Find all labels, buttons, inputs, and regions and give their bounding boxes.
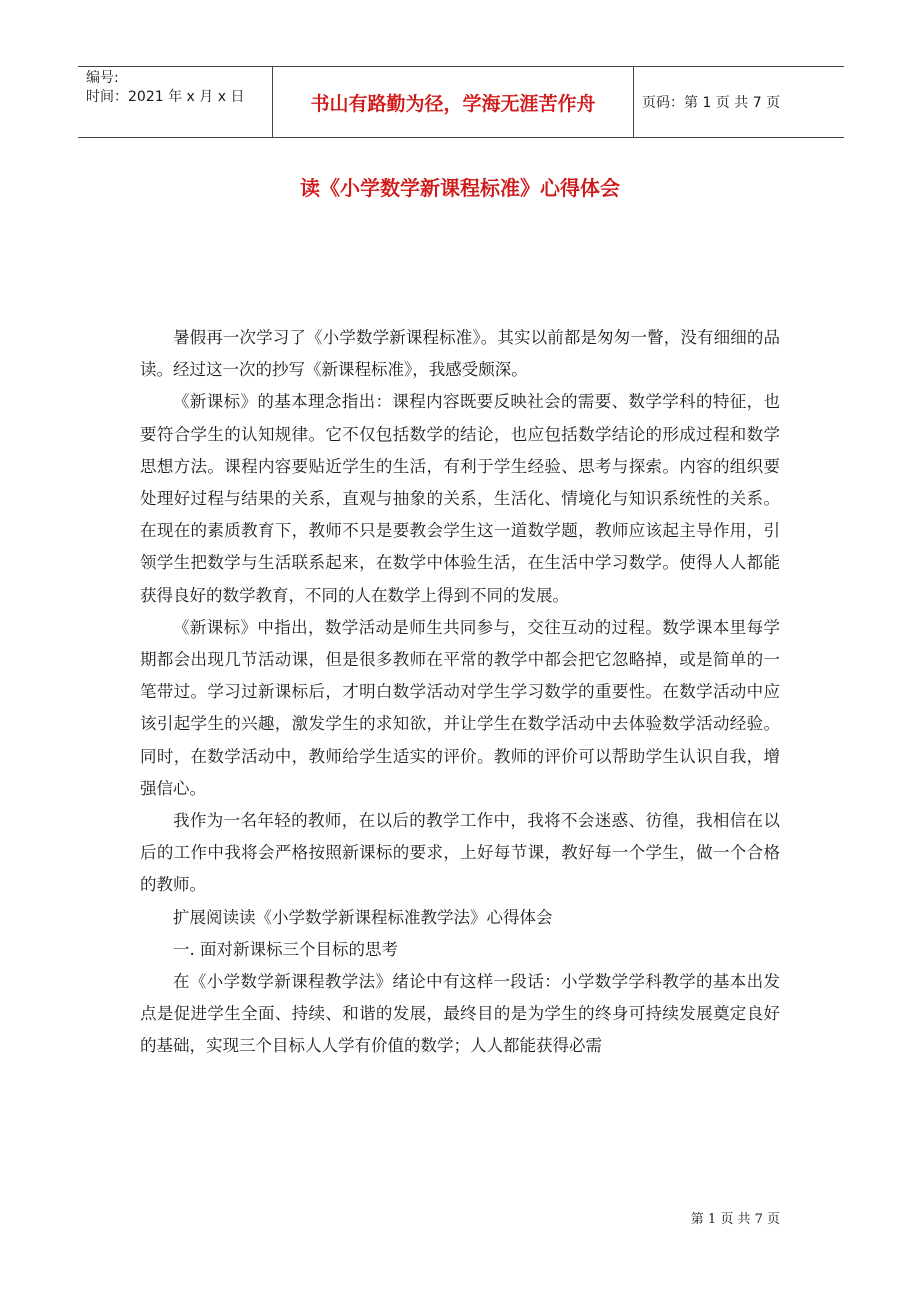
header-page-code: 页码：第 1 页 共 7 页 bbox=[642, 95, 781, 111]
document-date-label: 时间：2021 年 x 月 x 日 bbox=[86, 89, 245, 105]
paragraph: 在《小学数学新课程教学法》绪论中有这样一段话：小学数学学科教学的基本出发点是促进学生全面、持续、和谐的发展，最终目的是为学生的终身可持续发展奠定良好的基础，实现三个目标人人学有价值的数学；人人都能获得必需 bbox=[140, 972, 780, 1056]
paragraph: 我作为一名年轻的教师，在以后的教学工作中，我将不会迷惑、彷徨，我相信在以后的工作中我将会严格按照新课标的要求，上好每节课，教好每一个学生，做一个合格的教师。 bbox=[140, 811, 780, 895]
paragraph: 《新课标》的基本理念指出：课程内容既要反映社会的需要、数学学科的特征，也要符合学生的认知规律。它不仅包括数学的结论，也应包括数学结论的形成过程和数学思想方法。课程内容要贴近学生的生活，有利于学生经验、思考与探索。内容的组织要处理好过程与结果的关系，直观与抽象的关系，生活化、情境化与知识系统性的关系。在现在的素质教育下，教师不只是要教会学生这一道数学题，教师应该起主导作用，引领学生把数学与生活联系起来，在数学中体验生活，在生活中学习数学。使得人人都能获得良好的数学教育，不同的人在数学上得到不同的发展。 bbox=[140, 392, 780, 605]
paragraph: 《新课标》中指出，数学活动是师生共同参与，交往互动的过程。数学课本里每学期都会出现几节活动课，但是很多教师在平常的教学中都会把它忽略掉，或是简单的一笔带过。学习过新课标后，才明白数学活动对学生学习数学的重要性。在数学活动中应该引起学生的兴趣，激发学生的求知欲，并让学生在数学活动中去体验数学活动经验。同时，在数学活动中，教师给学生适实的评价。教师的评价可以帮助学生认识自我，增强信心。 bbox=[140, 617, 780, 798]
document-number-label: 编号: bbox=[86, 70, 119, 86]
page-footer: 第 1 页 共 7 页 bbox=[690, 1212, 780, 1227]
header-motto: 书山有路勤为径，学海无涯苦作舟 bbox=[272, 67, 634, 137]
paragraph: 暑假再一次学习了《小学数学新课程标准》。其实以前都是匆匆一瞥，没有细细的品读。经过这一次的抄写《新课程标准》，我感受颇深。 bbox=[140, 328, 780, 380]
paragraph: 扩展阅读读《小学数学新课程标准教学法》心得体会 bbox=[173, 907, 553, 927]
document-title: 读《小学数学新课程标准》心得体会 bbox=[300, 176, 620, 200]
document-body bbox=[140, 322, 780, 1063]
paragraph: 一. 面对新课标三个目标的思考 bbox=[173, 939, 398, 959]
header-meta bbox=[78, 67, 272, 137]
page-header bbox=[78, 66, 844, 138]
